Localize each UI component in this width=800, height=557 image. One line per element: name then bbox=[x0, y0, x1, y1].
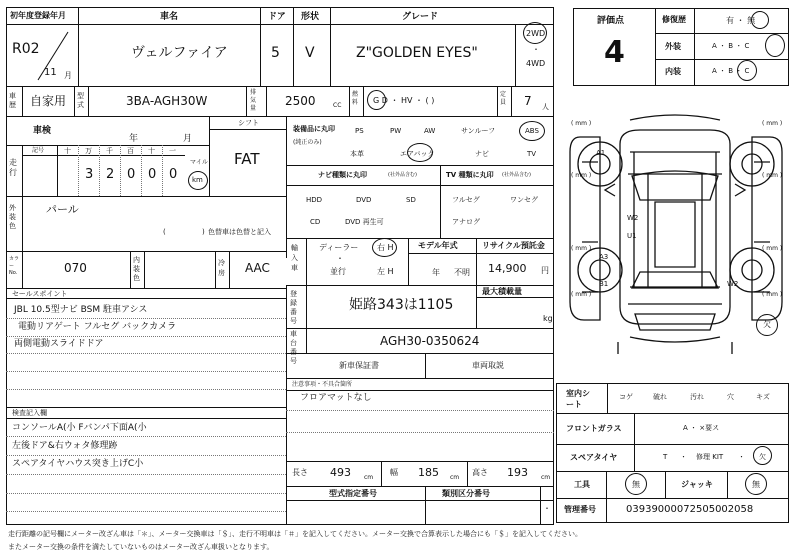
damage-mark-w2: W2 bbox=[627, 214, 639, 222]
recycle-label: リサイクル預託金 bbox=[482, 241, 545, 250]
width-value: 185 bbox=[418, 466, 439, 479]
notes-value: フロアマットなし bbox=[300, 393, 372, 403]
color-value: パール bbox=[46, 203, 79, 216]
interior-grade-label: 内装 bbox=[665, 67, 681, 76]
doors-label: ドア bbox=[268, 12, 286, 22]
repair-options: 有 ・ 無 bbox=[726, 16, 756, 25]
reg-value: 姫路343は1105 bbox=[349, 297, 454, 313]
category-label: 類別区分番号 bbox=[442, 489, 490, 498]
interior-color-label: 内装色 bbox=[133, 256, 140, 282]
car-outline-svg bbox=[560, 92, 796, 378]
damage-mark-b1: B1 bbox=[599, 280, 609, 288]
use-label: 車歴 bbox=[9, 92, 16, 109]
score-value: 4 bbox=[604, 35, 625, 70]
inspector-note-line: スペアタイヤハウス突き上げC小 bbox=[12, 459, 144, 469]
exterior-grade-label: 外装 bbox=[665, 42, 681, 51]
import-label: 輸入車 bbox=[291, 244, 298, 272]
sales-point-line: 電動リアゲート フルセグ バックカメラ bbox=[18, 322, 177, 332]
model-year-label: モデル年式 bbox=[418, 241, 458, 250]
tools-value: 無 bbox=[632, 480, 640, 489]
length-value: 493 bbox=[330, 466, 351, 479]
inspector-notes-label: 検査記入欄 bbox=[12, 409, 47, 417]
capacity-label: 定員 bbox=[500, 91, 507, 106]
sales-points-label: セールスポイント bbox=[12, 290, 68, 298]
model-value: 3BA-AGH30W bbox=[126, 94, 208, 108]
repair-label: 修復歴 bbox=[662, 15, 686, 24]
grade-label: グレード bbox=[402, 12, 439, 22]
km-label: km bbox=[192, 176, 203, 184]
steering-left: 左 H bbox=[377, 267, 394, 276]
car-name-label: 車名 bbox=[160, 12, 179, 22]
steering-right: 右 H bbox=[377, 243, 394, 252]
drive-4wd: 4WD bbox=[526, 59, 546, 68]
fuel-options: G D ・ HV ・ ( ) bbox=[373, 96, 435, 105]
use-value: 自家用 bbox=[30, 94, 67, 108]
mileage-digit-2: 3 bbox=[85, 167, 94, 182]
ac-value: AAC bbox=[245, 261, 270, 275]
shape-value: V bbox=[305, 45, 315, 61]
mileage-digit-3: 2 bbox=[106, 167, 115, 182]
mileage-digit-5: 0 bbox=[148, 167, 157, 182]
displacement-label: 排気量 bbox=[250, 89, 257, 112]
windshield-label: フロントガラス bbox=[566, 424, 622, 433]
mileage-label: 走行 bbox=[9, 158, 17, 177]
repair-none-circle bbox=[751, 11, 769, 29]
first-reg-era: R02 bbox=[12, 41, 40, 57]
interior-options: A ・ B ・ C bbox=[712, 67, 750, 75]
footer-note-1: 走行距離の記号欄にメーター改ざん車は「＊」、メーター交換車は「＄」、走行不明車は「＃」を記入してください。メーター交換で合算表示した場合にも「＄」を記入してください。 bbox=[8, 530, 582, 538]
chassis-label: 車台番号 bbox=[290, 330, 297, 365]
ac-label: 冷房 bbox=[218, 259, 225, 277]
color-note: 色替車は色替と記入 bbox=[208, 228, 271, 236]
damage-mark-u1: U1 bbox=[627, 232, 637, 240]
fuel-label: 燃料 bbox=[352, 91, 359, 106]
jack-value: 無 bbox=[752, 480, 760, 489]
manual: 車両取説 bbox=[472, 361, 504, 370]
score-label: 評価点 bbox=[597, 16, 625, 26]
interior-b-circle bbox=[737, 60, 757, 81]
shaken-label: 車検 bbox=[33, 126, 52, 136]
height-label: 高さ bbox=[472, 468, 488, 477]
mgmt-label: 管理番号 bbox=[564, 505, 596, 514]
notes-label: 注意事項・不具合箇所 bbox=[292, 381, 353, 388]
exterior-options: A ・ B ・ C bbox=[712, 42, 750, 50]
first-reg-label: 初年度登録年月 bbox=[10, 11, 66, 20]
first-reg-month: 11 bbox=[44, 67, 57, 78]
windshield-options: A ・ ×要ス bbox=[683, 424, 720, 432]
footer-note-2: またメーター交換の条件を満たしていないものはメーター改ざん車扱いとなります。 bbox=[8, 543, 274, 551]
reg-label: 登録番号 bbox=[290, 290, 297, 325]
color-no-value: 070 bbox=[64, 261, 87, 275]
length-label: 長さ bbox=[292, 468, 308, 477]
mileage-digit-6: 0 bbox=[169, 167, 178, 182]
spare-label: スペアタイヤ bbox=[570, 453, 618, 462]
equipment-label: 装備品に丸印 bbox=[293, 125, 335, 133]
missing-mark: 欠 bbox=[763, 320, 771, 329]
damage-mark-w2-rear: W2 bbox=[727, 280, 739, 288]
navi-type-label: ナビ種類に丸印 bbox=[318, 171, 367, 179]
drive-2wd: 2WD bbox=[526, 29, 546, 38]
height-value: 193 bbox=[507, 466, 528, 479]
tv-type-label: TV 種類に丸印 bbox=[446, 171, 494, 179]
shift-label: シフト bbox=[238, 119, 259, 127]
width-label: 幅 bbox=[390, 468, 398, 477]
jack-label: ジャッキ bbox=[681, 480, 713, 489]
shift-value: FAT bbox=[234, 150, 260, 168]
max-load-label: 最大積載量 bbox=[482, 287, 522, 296]
model-label: 型式 bbox=[77, 92, 84, 109]
damage-mark-a1: A1 bbox=[596, 149, 606, 157]
inspector-note-line: コンソールA(小 Fバンパ下面A(小 bbox=[12, 423, 147, 433]
damage-mark-a3: A3 bbox=[599, 253, 609, 261]
mileage-digit-4: 0 bbox=[127, 167, 136, 182]
color-no-label: カラーNo. bbox=[9, 256, 20, 276]
chassis-value: AGH30-0350624 bbox=[380, 334, 480, 348]
capacity-value: 7 bbox=[524, 94, 532, 108]
grade-value: Z"GOLDEN EYES" bbox=[356, 45, 478, 61]
recycle-value: 14,900 bbox=[488, 262, 527, 275]
seat-label: 室内シート bbox=[566, 389, 590, 409]
exterior-c-circle bbox=[765, 34, 785, 57]
mgmt-value: 03939000072505002058 bbox=[626, 504, 754, 515]
sales-point-line: 両側電動スライドドア bbox=[14, 339, 104, 349]
warranty: 新車保証書 bbox=[339, 361, 379, 370]
type-cert-label: 型式指定番号 bbox=[329, 489, 377, 498]
inspector-note-line: 左後ドア&右ウォタ修理跡 bbox=[12, 441, 118, 451]
shape-label: 形状 bbox=[301, 12, 320, 22]
tools-label: 工具 bbox=[574, 480, 590, 489]
doors-value: 5 bbox=[271, 45, 280, 61]
car-name: ヴェルファイア bbox=[131, 45, 228, 61]
displacement-value: 2500 bbox=[285, 94, 316, 108]
sales-point-line: JBL 10.5型ナビ BSM 駐車アシス bbox=[14, 305, 148, 315]
color-label: 外装色 bbox=[9, 204, 16, 230]
